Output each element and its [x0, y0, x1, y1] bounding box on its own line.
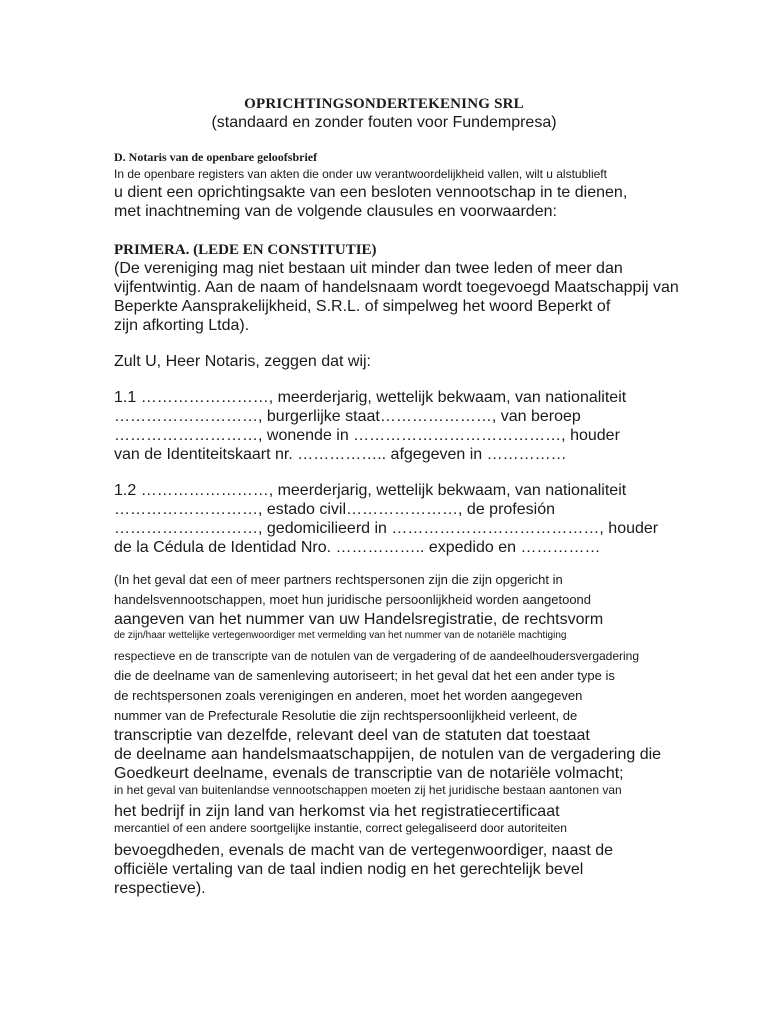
intro-small-line: In de openbare registers van akten die onder uw verantwoordelijkheid vallen, wilt u alstublieft: [114, 167, 607, 181]
party-2-line: ………………………, gedomicilieerd in …………………………………, houder: [114, 520, 659, 537]
clause-paragraph: [114, 259, 714, 335]
note-line: die de deelname van de samenleving autoriseert; in het geval dat het een ander type is: [114, 668, 615, 683]
clause-line: (De vereniging mag niet bestaan uit minder dan twee leden of meer dan: [114, 260, 623, 277]
document-body: [114, 150, 714, 898]
intro-line: met inachtneming van de volgende clausules en voorwaarden:: [114, 203, 557, 220]
party-2-line: ………………………, estado civil…………………, de profesión: [114, 501, 555, 518]
note-line: het bedrijf in zijn land van herkomst via het registratiecertificaat: [114, 803, 560, 820]
note-line: in het geval van buitenlandse vennootschappen moeten zij het juridische bestaan aantonen van: [114, 783, 622, 797]
legal-note-block: [114, 570, 714, 898]
note-line: respectieve).: [114, 880, 206, 897]
note-line: Goedkeurt deelname, evenals de transcriptie van de notariële volmacht;: [114, 765, 624, 782]
party-1-line: ………………………, wonende in …………………………………, houder: [114, 427, 620, 444]
clause-line: Beperkte Aansprakelijkheid, S.R.L. of simpelweg het woord Beperkt of: [114, 298, 611, 315]
note-line: officiële vertaling van de taal indien nodig en het gerechtelijk bevel: [114, 861, 584, 878]
document-subtitle: (standaard en zonder fouten voor Fundempresa): [211, 114, 557, 131]
party-2-block: [114, 481, 714, 557]
note-line: de rechtspersonen zoals verenigingen en anderen, moet het worden aangegeven: [114, 688, 583, 703]
intro-paragraph: [114, 183, 714, 221]
party-1-block: [114, 388, 714, 464]
note-line: (In het geval dat een of meer partners rechtspersonen zijn die zijn opgericht in: [114, 572, 563, 587]
note-line: bevoegdheden, evenals de macht van de vertegenwoordiger, naast de: [114, 842, 614, 859]
party-1-line: van de Identiteitskaart nr. …………….. afgegeven in ……………: [114, 446, 567, 463]
note-line: de deelname aan handelsmaatschappijen, de notulen van de vergadering die: [114, 746, 662, 763]
note-line: aangeven van het nummer van uw Handelsregistratie, de rechtsvorm: [114, 611, 604, 628]
party-1-line: ………………………, burgerlijke staat…………………, van beroep: [114, 408, 581, 425]
clause-line: vijfentwintig. Aan de naam of handelsnaam wordt toegevoegd Maatschappij van: [114, 279, 679, 296]
notary-statement: Zult U, Heer Notaris, zeggen dat wij:: [114, 353, 371, 370]
note-line: de zijn/haar wettelijke vertegenwoordiger met vermelding van het nummer van de notariële machtiging: [114, 630, 567, 641]
clause-line: zijn afkorting Ltda).: [114, 317, 250, 334]
clause-heading: PRIMERA. (LEDE EN CONSTITUTIE): [114, 242, 377, 258]
intro-line: u dient een oprichtingsakte van een besloten vennootschap in te dienen,: [114, 184, 628, 201]
note-line: handelsvennootschappen, moet hun juridische persoonlijkheid worden aangetoond: [114, 592, 592, 607]
party-1-line: 1.1 ……………………, meerderjarig, wettelijk bekwaam, van nationaliteit: [114, 389, 627, 406]
notary-heading: D. Notaris van de openbare geloofsbrief: [114, 150, 318, 164]
party-2-line: 1.2 ……………………, meerderjarig, wettelijk bekwaam, van nationaliteit: [114, 482, 627, 499]
note-line: nummer van de Prefecturale Resolutie die zijn rechtspersoonlijkheid verleent, de: [114, 708, 578, 723]
note-line: respectieve en de transcripte van de notulen van de vergadering of de aandeelhoudersvergadering: [114, 649, 640, 663]
party-2-line: de la Cédula de Identidad Nro. …………….. expedido en ……………: [114, 539, 601, 556]
note-line: transcriptie van dezelfde, relevant deel van de statuten dat toestaat: [114, 727, 590, 744]
note-line: mercantiel of een andere soortgelijke instantie, correct gelegaliseerd door autoriteiten: [114, 821, 567, 835]
document-title: OPRICHTINGSONDERTEKENING SRL: [244, 96, 524, 112]
